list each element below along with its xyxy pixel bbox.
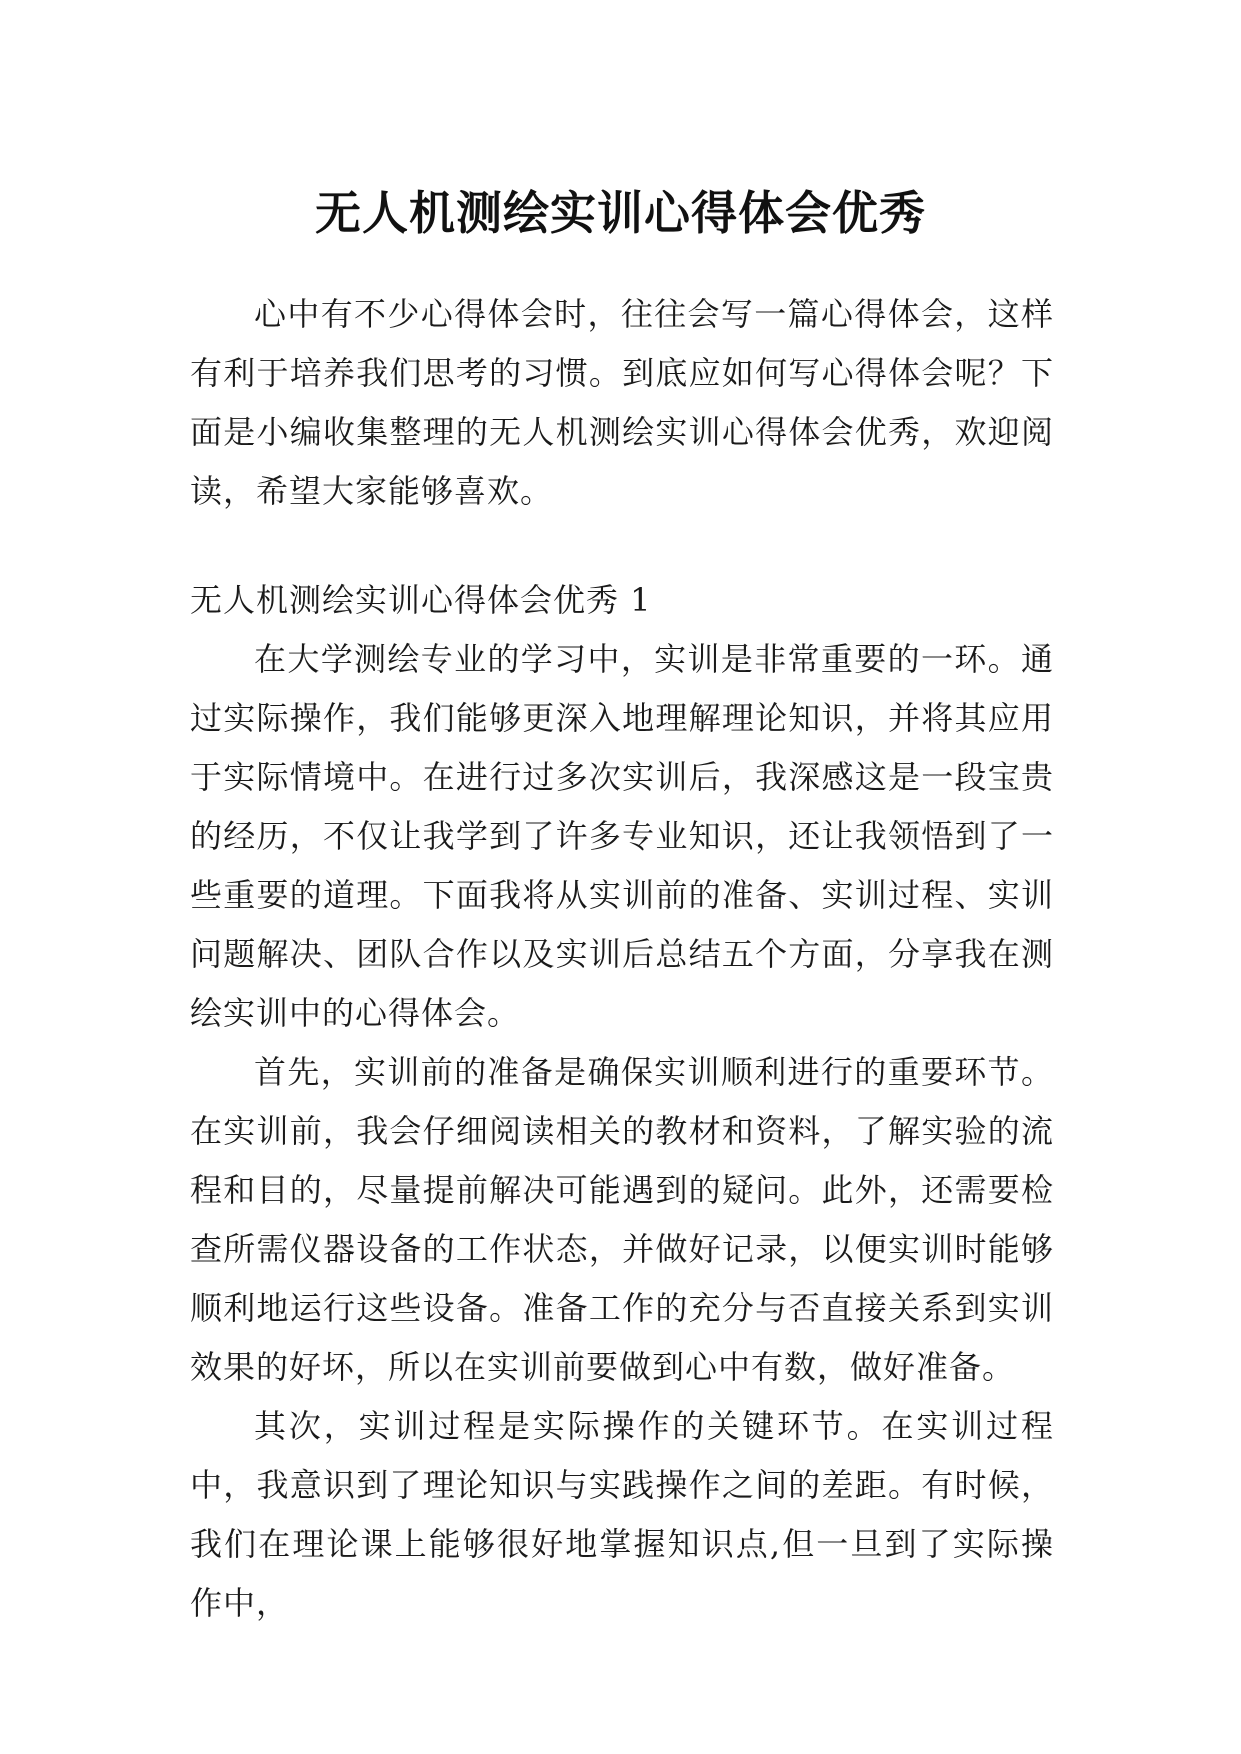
body-paragraph: 首先，实训前的准备是确保实训顺利进行的重要环节。在实训前，我会仔细阅读相关的教材和资料，了解实验的流程和目的，尽量提前解决可能遇到的疑问。此外，还需要检查所需仪器设备的工作状态，并做好记录，以便实训时能够顺利地运行这些设备。准备工作的充分与否直接关系到实训效果的好坏，所以在实训前要做到心中有数，做好准备。: [190, 1053, 1054, 1386]
section-heading: 无人机测绘实训心得体会优秀 1: [190, 581, 652, 619]
body-paragraph: 其次，实训过程是实际操作的关键环节。在实训过程中，我意识到了理论知识与实践操作之间的差距。有时候，我们在理论课上能够很好地掌握知识点,但一旦到了实际操作中，: [190, 1407, 1054, 1622]
body-paragraph: 在大学测绘专业的学习中，实训是非常重要的一环。通过实际操作，我们能够更深入地理解理论知识，并将其应用于实际情境中。在进行过多次实训后，我深感这是一段宝贵的经历，不仅让我学到了许多专业知识，还让我领悟到了一些重要的道理。下面我将从实训前的准备、实训过程、实训问题解决、团队合作以及实训后总结五个方面，分享我在测绘实训中的心得体会。: [190, 640, 1054, 1032]
intro-paragraph: 心中有不少心得体会时，往往会写一篇心得体会，这样有利于培养我们思考的习惯。到底应如何写心得体会呢？下面是小编收集整理的无人机测绘实训心得体会优秀，欢迎阅读，希望大家能够喜欢。: [190, 295, 1054, 510]
document-body: [190, 285, 1054, 1633]
document-title: 无人机测绘实训心得体会优秀: [315, 185, 926, 240]
